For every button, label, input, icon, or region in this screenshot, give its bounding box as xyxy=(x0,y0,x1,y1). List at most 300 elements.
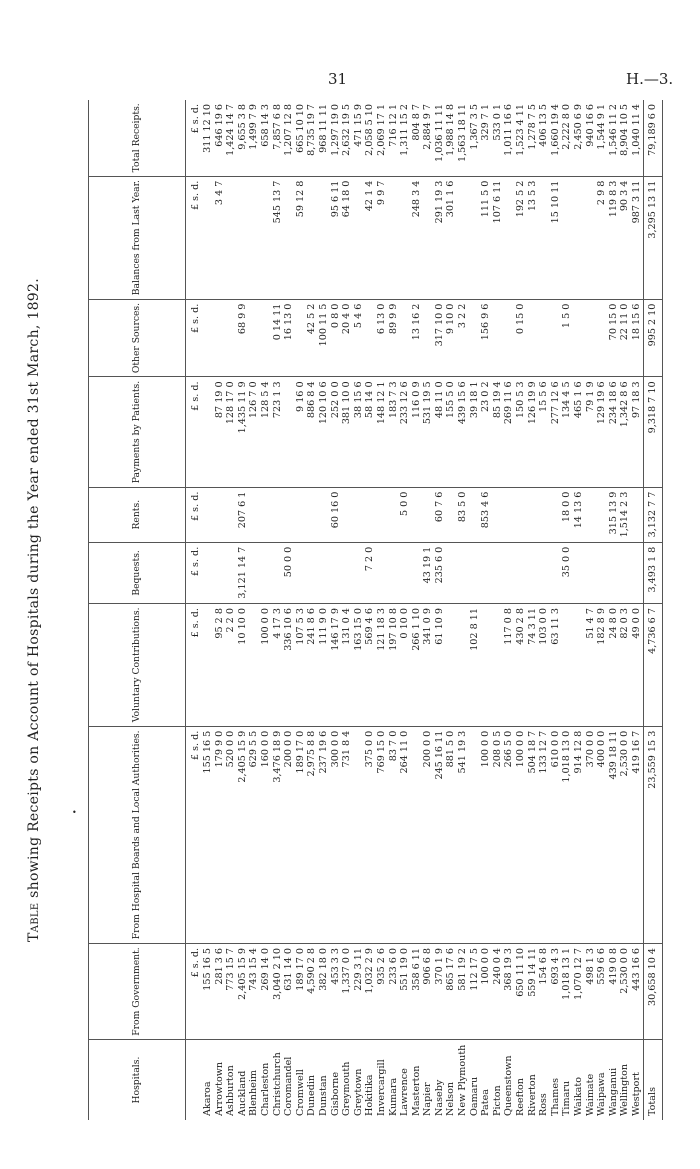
value-cell: 541 19 3 xyxy=(457,726,469,943)
value-cell: 300 0 0 xyxy=(330,726,342,943)
value-cell: 0 8 0 xyxy=(330,299,342,377)
table-row xyxy=(527,100,539,1120)
value-cell xyxy=(445,604,457,727)
value-cell xyxy=(457,542,469,603)
hospital-name: Dunstan xyxy=(317,1075,329,1116)
value-cell xyxy=(248,604,260,727)
value-cell: 1,514 2 3 xyxy=(619,487,631,542)
value-cell: 234 18 6 xyxy=(608,377,620,487)
hospital-name: Wellington xyxy=(619,1063,631,1116)
value-cell: 39 18 1 xyxy=(469,377,481,487)
hospital-name: Timaru xyxy=(561,1080,573,1116)
value-cell: 156 9 6 xyxy=(480,299,492,377)
value-cell: 87 19 0 xyxy=(214,377,226,487)
value-cell: 2,884 9 7 xyxy=(422,100,434,176)
value-cell xyxy=(550,487,562,542)
value-cell xyxy=(353,726,365,943)
value-cell: 773 15 7 xyxy=(225,943,237,1039)
value-cell: 60 7 6 xyxy=(434,487,446,542)
value-cell: 2,058 5 10 xyxy=(364,100,376,176)
column-header-row xyxy=(89,100,186,1120)
value-cell xyxy=(248,176,260,299)
value-cell: 95 2 8 xyxy=(214,604,226,727)
table-row xyxy=(388,100,400,1120)
unit-cell: £ s. d. xyxy=(186,176,203,299)
value-cell: 269 14 0 xyxy=(260,943,272,1039)
total-cell: 3,493 1 8 xyxy=(643,542,662,603)
table-row xyxy=(561,100,573,1120)
table-row xyxy=(550,100,562,1120)
table-row xyxy=(248,100,260,1120)
value-cell xyxy=(561,176,573,299)
hospital-name: Thames xyxy=(549,1078,561,1116)
value-cell: 3 4 7 xyxy=(214,176,226,299)
table-row xyxy=(225,100,237,1120)
value-cell: 968 11 11 xyxy=(318,100,330,176)
value-cell: 133 12 7 xyxy=(538,726,550,943)
value-cell: 121 18 3 xyxy=(376,604,388,727)
value-cell: 430 2 8 xyxy=(515,604,527,727)
total-cell: 9,318 7 10 xyxy=(643,377,662,487)
value-cell: 264 11 0 xyxy=(399,726,411,943)
value-cell: 183 7 3 xyxy=(388,377,400,487)
value-cell: 61 10 9 xyxy=(434,604,446,727)
column-header: Payments by Patients. xyxy=(89,377,186,487)
value-cell: 2,405 15 9 xyxy=(237,943,249,1039)
table-row xyxy=(573,100,585,1120)
value-cell xyxy=(388,487,400,542)
value-cell: 3 2 2 xyxy=(457,299,469,377)
value-cell: 382 18 0 xyxy=(318,943,330,1039)
table-row xyxy=(364,100,376,1120)
value-cell xyxy=(260,176,272,299)
value-cell: 723 1 3 xyxy=(272,377,284,487)
margin-dot: • xyxy=(72,808,77,817)
value-cell xyxy=(202,604,214,727)
value-cell: 83 5 0 xyxy=(457,487,469,542)
value-cell: 3,476 18 9 xyxy=(272,726,284,943)
hospital-name: Gisborne xyxy=(329,1071,341,1116)
value-cell xyxy=(515,542,527,603)
table-row xyxy=(283,100,295,1120)
value-cell xyxy=(225,176,237,299)
value-cell xyxy=(631,542,643,603)
hospital-name: Picton xyxy=(491,1085,503,1116)
hospital-name: Charleston xyxy=(259,1062,271,1116)
value-cell: 315 13 9 xyxy=(608,487,620,542)
value-cell: 197 10 8 xyxy=(388,604,400,727)
value-cell xyxy=(503,176,515,299)
table-row xyxy=(214,100,226,1120)
value-cell: 192 5 2 xyxy=(515,176,527,299)
value-cell xyxy=(214,487,226,542)
value-cell: 1,499 7 9 xyxy=(248,100,260,176)
value-cell: 1,207 12 8 xyxy=(283,100,295,176)
table-body xyxy=(202,100,643,1120)
value-cell xyxy=(260,542,272,603)
hospital-name: Westport xyxy=(630,1072,642,1116)
value-cell: 83 7 0 xyxy=(388,726,400,943)
value-cell: 13 16 2 xyxy=(411,299,423,377)
value-cell xyxy=(469,176,481,299)
value-cell: 50 0 0 xyxy=(283,542,295,603)
value-cell: 471 15 9 xyxy=(353,100,365,176)
table-row xyxy=(619,100,631,1120)
value-cell: 533 0 1 xyxy=(492,100,504,176)
column-header: Voluntary Contributions. xyxy=(89,604,186,727)
value-cell: 248 3 4 xyxy=(411,176,423,299)
unit-row xyxy=(186,100,203,1120)
value-cell xyxy=(295,487,307,542)
value-cell xyxy=(445,487,457,542)
value-cell: 2 2 0 xyxy=(225,604,237,727)
value-cell: 987 3 11 xyxy=(631,176,643,299)
value-cell xyxy=(260,487,272,542)
value-cell: 131 0 4 xyxy=(341,604,353,727)
value-cell: 453 3 3 xyxy=(330,943,342,1039)
value-cell: 200 0 0 xyxy=(283,726,295,943)
value-cell xyxy=(318,487,330,542)
value-cell: 0 15 0 xyxy=(515,299,527,377)
value-cell: 400 0 0 xyxy=(596,726,608,943)
unit-cell: £ s. d. xyxy=(186,943,203,1039)
value-cell: 1 5 0 xyxy=(561,299,573,377)
value-cell xyxy=(202,299,214,377)
value-cell: 610 0 0 xyxy=(550,726,562,943)
hospital-name: Napier xyxy=(422,1082,434,1116)
value-cell: 85 19 4 xyxy=(492,377,504,487)
value-cell: 18 15 6 xyxy=(631,299,643,377)
value-cell: 112 17 5 xyxy=(469,943,481,1039)
value-cell: 769 15 0 xyxy=(376,726,388,943)
value-cell: 0 14 11 xyxy=(272,299,284,377)
value-cell xyxy=(573,542,585,603)
hospital-name: New Plymouth xyxy=(457,1044,469,1116)
value-cell: 10 10 0 xyxy=(237,604,249,727)
value-cell: 1,311 15 2 xyxy=(399,100,411,176)
value-cell xyxy=(353,487,365,542)
unit-cell: £ s. d. xyxy=(186,100,203,176)
value-cell xyxy=(631,487,643,542)
value-cell: 631 14 0 xyxy=(283,943,295,1039)
value-cell xyxy=(492,487,504,542)
value-cell xyxy=(585,299,597,377)
value-cell: 1,367 3 5 xyxy=(469,100,481,176)
value-cell: 520 0 0 xyxy=(225,726,237,943)
column-header: Hospitals. xyxy=(89,1040,186,1120)
value-cell: 15 10 11 xyxy=(550,176,562,299)
totals-label: Totals xyxy=(643,1040,662,1120)
value-cell xyxy=(538,487,550,542)
hospital-name: Reefton xyxy=(515,1078,527,1116)
hospital-name: Waikato xyxy=(573,1077,584,1116)
value-cell: 63 11 3 xyxy=(550,604,562,727)
value-cell: 935 2 6 xyxy=(376,943,388,1039)
value-cell: 865 17 6 xyxy=(445,943,457,1039)
value-cell: 90 3 4 xyxy=(619,176,631,299)
unit-cell xyxy=(186,1040,203,1120)
value-cell xyxy=(341,542,353,603)
value-cell xyxy=(272,542,284,603)
value-cell: 504 18 7 xyxy=(527,726,539,943)
value-cell: 6 13 0 xyxy=(376,299,388,377)
value-cell: 1,070 12 7 xyxy=(573,943,585,1039)
table-title xyxy=(26,100,42,1120)
table-row xyxy=(306,100,318,1120)
value-cell: 68 9 9 xyxy=(237,299,249,377)
value-cell xyxy=(225,487,237,542)
value-cell xyxy=(306,542,318,603)
hospital-name: Greytown xyxy=(352,1068,364,1116)
value-cell: 100 0 0 xyxy=(260,604,272,727)
value-cell xyxy=(202,377,214,487)
value-cell xyxy=(248,299,260,377)
value-cell: 20 4 0 xyxy=(341,299,353,377)
value-cell: 341 0 9 xyxy=(422,604,434,727)
value-cell: 42 5 2 xyxy=(306,299,318,377)
value-cell: 1,032 2 9 xyxy=(364,943,376,1039)
total-cell: 4,736 6 7 xyxy=(643,604,662,727)
value-cell: 329 7 1 xyxy=(480,100,492,176)
value-cell xyxy=(469,299,481,377)
value-cell: 59 12 8 xyxy=(295,176,307,299)
value-cell: 148 12 1 xyxy=(376,377,388,487)
value-cell: 95 6 11 xyxy=(330,176,342,299)
table-row xyxy=(341,100,353,1120)
value-cell: 107 6 11 xyxy=(492,176,504,299)
hospital-name: Patea xyxy=(480,1089,492,1116)
value-cell xyxy=(573,299,585,377)
column-header: Other Sources. xyxy=(89,299,186,377)
value-cell xyxy=(202,176,214,299)
value-cell: 3,121 14 7 xyxy=(237,542,249,603)
value-cell: 15 5 6 xyxy=(538,377,550,487)
value-cell: 336 10 6 xyxy=(283,604,295,727)
value-cell xyxy=(538,542,550,603)
value-cell: 559 14 11 xyxy=(527,943,539,1039)
value-cell: 9 9 7 xyxy=(376,176,388,299)
total-cell: 995 2 10 xyxy=(643,299,662,377)
value-cell: 150 5 3 xyxy=(515,377,527,487)
value-cell xyxy=(445,542,457,603)
value-cell xyxy=(272,487,284,542)
value-cell: 58 14 0 xyxy=(364,377,376,487)
value-cell xyxy=(283,176,295,299)
value-cell: 128 5 4 xyxy=(260,377,272,487)
value-cell: 43 19 1 xyxy=(422,542,434,603)
value-cell: 4 17 3 xyxy=(272,604,284,727)
table-row xyxy=(631,100,643,1120)
value-cell xyxy=(399,176,411,299)
value-cell: 235 6 0 xyxy=(434,542,446,603)
value-cell: 229 3 11 xyxy=(353,943,365,1039)
table-row xyxy=(492,100,504,1120)
value-cell: 14 13 6 xyxy=(573,487,585,542)
value-cell: 1,660 19 4 xyxy=(550,100,562,176)
total-cell: 3,132 7 7 xyxy=(643,487,662,542)
table-title-text: showing Receipts on Account of Hospitals during the Year ended 31st March, 1892. xyxy=(26,278,42,898)
value-cell: 1,424 14 7 xyxy=(225,100,237,176)
hospital-name: Cromwell xyxy=(294,1069,306,1116)
value-cell: 370 0 0 xyxy=(585,726,597,943)
value-cell: 2,222 8 0 xyxy=(561,100,573,176)
value-cell: 146 17 9 xyxy=(330,604,342,727)
value-cell: 581 19 2 xyxy=(457,943,469,1039)
value-cell: 111 9 0 xyxy=(318,604,330,727)
value-cell: 1,297 19 0 xyxy=(330,100,342,176)
hospital-name: Arrowtown xyxy=(213,1061,225,1116)
value-cell xyxy=(260,299,272,377)
value-cell: 89 9 9 xyxy=(388,299,400,377)
value-cell: 126 7 0 xyxy=(248,377,260,487)
column-header: Total Receipts. xyxy=(89,100,186,176)
value-cell: 107 5 3 xyxy=(295,604,307,727)
value-cell: 103 0 0 xyxy=(538,604,550,727)
value-cell: 48 11 0 xyxy=(434,377,446,487)
value-cell: 5 4 6 xyxy=(353,299,365,377)
value-cell: 693 4 3 xyxy=(550,943,562,1039)
table-row xyxy=(260,100,272,1120)
value-cell: 82 0 3 xyxy=(619,604,631,727)
value-cell: 74 3 11 xyxy=(527,604,539,727)
value-cell: 155 5 0 xyxy=(445,377,457,487)
value-cell: 8,904 10 5 xyxy=(619,100,631,176)
value-cell xyxy=(573,604,585,727)
table-row xyxy=(608,100,620,1120)
value-cell xyxy=(411,542,423,603)
hospital-name: Masterton xyxy=(410,1065,422,1116)
value-cell xyxy=(469,542,481,603)
unit-cell: £ s. d. xyxy=(186,726,203,943)
value-cell: 160 0 0 xyxy=(260,726,272,943)
hospital-name: Waimate xyxy=(584,1073,596,1116)
value-cell: 7 2 0 xyxy=(364,542,376,603)
value-cell: 111 5 0 xyxy=(480,176,492,299)
value-cell: 51 4 7 xyxy=(585,604,597,727)
value-cell: 129 19 6 xyxy=(596,377,608,487)
value-cell xyxy=(596,299,608,377)
hospital-name: Akaroa xyxy=(202,1081,213,1116)
value-cell: 100 0 0 xyxy=(480,943,492,1039)
value-cell: 97 18 3 xyxy=(631,377,643,487)
value-cell: 743 15 4 xyxy=(248,943,260,1039)
value-cell: 18 0 0 xyxy=(561,487,573,542)
value-cell: 9 16 0 xyxy=(295,377,307,487)
value-cell: 2,069 17 1 xyxy=(376,100,388,176)
receipts-table xyxy=(88,100,663,1120)
hospital-name: Coromandel xyxy=(283,1056,295,1116)
hospital-name: Dunedin xyxy=(306,1074,318,1116)
unit-cell: £ s. d. xyxy=(186,299,203,377)
value-cell: 906 6 8 xyxy=(422,943,434,1039)
value-cell: 189 17 0 xyxy=(295,943,307,1039)
value-cell: 38 15 6 xyxy=(353,377,365,487)
value-cell: 154 6 8 xyxy=(538,943,550,1039)
value-cell: 189 17 0 xyxy=(295,726,307,943)
value-cell: 569 4 6 xyxy=(364,604,376,727)
hospital-name: Kumara xyxy=(387,1077,399,1116)
table-row xyxy=(538,100,550,1120)
value-cell: 100 11 5 xyxy=(318,299,330,377)
value-cell xyxy=(283,487,295,542)
value-cell: 311 12 10 xyxy=(202,100,214,176)
hospital-name: Auckland xyxy=(236,1070,248,1116)
value-cell: 531 19 5 xyxy=(422,377,434,487)
value-cell: 16 13 0 xyxy=(283,299,295,377)
value-cell: 1,523 4 11 xyxy=(515,100,527,176)
value-cell xyxy=(608,542,620,603)
value-cell xyxy=(527,487,539,542)
value-cell: 0 10 0 xyxy=(399,604,411,727)
column-header: Balances from Last Year. xyxy=(89,176,186,299)
value-cell: 7,857 6 8 xyxy=(272,100,284,176)
value-cell xyxy=(492,299,504,377)
value-cell: 886 8 4 xyxy=(306,377,318,487)
value-cell xyxy=(318,542,330,603)
value-cell xyxy=(561,604,573,727)
table-row xyxy=(457,100,469,1120)
value-cell xyxy=(225,299,237,377)
value-cell xyxy=(550,299,562,377)
value-cell xyxy=(353,542,365,603)
value-cell: 439 18 11 xyxy=(608,726,620,943)
table-row xyxy=(318,100,330,1120)
value-cell xyxy=(538,299,550,377)
value-cell xyxy=(527,299,539,377)
value-cell: 716 12 1 xyxy=(388,100,400,176)
value-cell xyxy=(202,487,214,542)
value-cell: 102 8 11 xyxy=(469,604,481,727)
hospital-name: Wanganui xyxy=(607,1067,619,1116)
table-row xyxy=(596,100,608,1120)
value-cell xyxy=(492,604,504,727)
value-cell: 119 8 3 xyxy=(608,176,620,299)
value-cell xyxy=(202,542,214,603)
value-cell xyxy=(341,487,353,542)
value-cell: 233 6 0 xyxy=(388,943,400,1039)
value-cell: 1,435 11 9 xyxy=(237,377,249,487)
value-cell: 443 16 6 xyxy=(631,943,643,1039)
value-cell: 100 0 0 xyxy=(515,726,527,943)
value-cell: 120 10 6 xyxy=(318,377,330,487)
value-cell xyxy=(248,542,260,603)
value-cell: 163 15 0 xyxy=(353,604,365,727)
value-cell: 42 1 4 xyxy=(364,176,376,299)
value-cell xyxy=(480,604,492,727)
value-cell: 23 0 2 xyxy=(480,377,492,487)
total-cell: 79,189 6 0 xyxy=(643,100,662,176)
value-cell: 134 4 5 xyxy=(561,377,573,487)
value-cell: 439 15 6 xyxy=(457,377,469,487)
value-cell: 241 8 6 xyxy=(306,604,318,727)
value-cell: 381 10 0 xyxy=(341,377,353,487)
table-row xyxy=(353,100,365,1120)
value-cell xyxy=(376,542,388,603)
value-cell: 22 11 0 xyxy=(619,299,631,377)
table-row xyxy=(295,100,307,1120)
value-cell: 1,011 16 6 xyxy=(503,100,515,176)
value-cell: 370 1 9 xyxy=(434,943,446,1039)
value-cell: 207 6 1 xyxy=(237,487,249,542)
value-cell: 1,563 18 11 xyxy=(457,100,469,176)
value-cell xyxy=(457,604,469,727)
value-cell xyxy=(283,377,295,487)
document-code: H.—3. xyxy=(626,70,674,88)
value-cell: 301 1 6 xyxy=(445,176,457,299)
value-cell: 665 10 10 xyxy=(295,100,307,176)
value-cell: 13 5 3 xyxy=(527,176,539,299)
value-cell: 804 8 7 xyxy=(411,100,423,176)
